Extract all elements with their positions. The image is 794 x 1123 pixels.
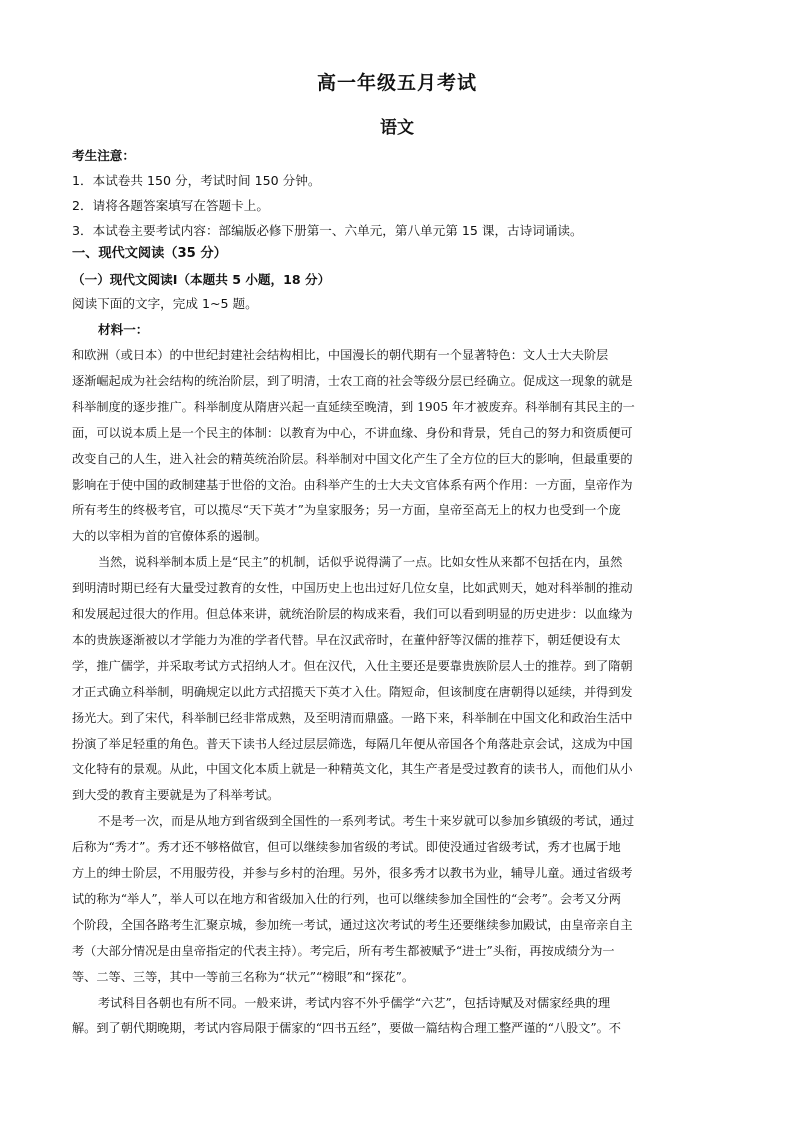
exam-title: 高一年级五月考试 [316,72,477,94]
passage-line: 考（大部分情况是由皇帝指定的代表主持）。考完后，所有考生都被赋予“进士”头衔，再按成绩分为一 [72,943,615,958]
passage-line: 等、二等、三等，其中一等前三名称为“状元”“榜眼”和“探花”。 [72,969,415,984]
passage-line: 和发展起过很大的作用。但总体来讲，就统治阶层的构成来看，我们可以看到明显的历史进步：以血缘为 [72,607,633,621]
passage-line: 和欧洲（或日本）的中世纪封建社会结构相比，中国漫长的朝代期有一个显著特色：文人士大夫阶层 [72,348,609,362]
section-heading: 一、现代文阅读（35 分） [72,246,227,261]
passage-line: 文化特有的景观。从此，中国文化本质上就是一种精英文化，其生产者是受过教育的读书人，而他们从小 [72,762,633,777]
passage-line: 到大受的教育主要就是为了科举考试。 [72,788,280,803]
notice-item: 1．本试卷共 150 分，考试时间 150 分钟。 [72,173,321,188]
passage-line: 不是考一次，而是从地方到省级到全国性的一系列考试。考生十来岁就可以参加乡镇级的考试，通过 [98,814,635,829]
passage-line: 逐渐崛起成为社会结构的统治阶层，到了明清，士农工商的社会等级分层已经确立。促成这一现象的就是 [72,373,633,388]
passage-line: 到明清时期已经有大量受过教育的女性，中国历史上也出过好几位女皇，比如武则天，她对科举制的推动 [72,581,633,596]
notice-item: 2．请将各题答案填写在答题卡上。 [72,198,269,213]
notice-heading: 考生注意： [72,148,135,163]
subject-title: 语文 [380,118,414,138]
passage-line: 影响在于使中国的政制建基于世俗的文治。由科举产生的士大夫文官体系有两个作用：一方面，皇帝作为 [72,477,633,492]
sub-section-heading: （一）现代文阅读Ⅰ（本题共 5 小题，18 分） [72,272,331,287]
passage-line: 学，推广儒学，并采取考试方式招纳人才。但在汉代，入仕主要还是要靠贵族阶层人士的推荐。到了隋朝 [72,658,633,673]
passage-line: 个阶段，全国各路考生汇聚京城，参加统一考试，通过这次考试的考生还要继续参加殿试，由皇帝亲自主 [72,917,633,932]
passage-line: 试的称为“举人”，举人可以在地方和省级加入仕的行列，也可以继续参加全国性的“会考”。会考又分两 [72,891,621,906]
passage-line: 所有考生的终极考官，可以揽尽“天下英才”为皇家服务；另一方面，皇帝至高无上的权力也受到一个庞 [72,503,621,518]
passage-line: 科举制度的逐步推广。科举制度从隋唐兴起一直延续至晚清，到 1905 年才被废弃。科举制有其民主的一 [72,399,635,414]
passage-line: 才正式确立科举制，明确规定以此方式招揽天下英才入仕。隋短命，但该制度在唐朝得以延续，并得到发 [72,684,633,699]
passage-line: 方上的绅士阶层，不用服劳役，并参与乡村的治理。另外，很多秀才以教书为业，辅导儿童。通过省级考 [72,866,633,880]
passage-line: 面，可以说本质上是一个民主的体制：以教育为中心，不讲血缘、身份和背景，凭自己的努力和资质便可 [72,425,633,440]
passage-line: 本的贵族逐渐被以才学能力为准的学者代替。早在汉武帝时，在董仲舒等汉儒的推荐下，朝廷便设有太 [72,632,621,647]
passage-line: 扬光大。到了宋代，科举制已经非常成熟，及至明清而鼎盛。一路下来，科举制在中国文化和政治生活中 [72,710,633,725]
passage-line: 后称为“秀才”。秀才还不够格做官，但可以继续参加省级的考试。即使没通过省级考试，秀才也属于地 [72,840,621,855]
notice-item: 3．本试卷主要考试内容：部编版必修下册第一、六单元，第八单元第 15 课，古诗词诵读。 [72,223,583,238]
passage-line: 解。到了朝代期晚期，考试内容局限于儒家的“四书五经”，要做一篇结构合理工整严谨的“八股文”。不 [72,1021,621,1036]
passage-line: 扮演了举足轻重的角色。普天下读书人经过层层筛选，每隔几年便从帝国各个角落赴京会试，这成为中国 [72,736,633,751]
reading-instruction: 阅读下面的文字，完成 1~5 题。 [72,296,258,311]
passage-line: 改变自己的人生，进入社会的精英统治阶层。科举制对中国文化产生了全方位的巨大的影响，但最重要的 [72,451,633,466]
passage-line: 当然，说科举制本质上是“民主”的机制，话似乎说得满了一点。比如女性从来都不包括在内，虽然 [98,555,623,570]
material-label: 材料一： [98,322,149,337]
passage-line: 考试科目各朝也有所不同。一般来讲，考试内容不外乎儒学“六艺”，包括诗赋及对儒家经典的理 [98,995,611,1010]
passage-line: 大的以宰相为首的官僚体系的遏制。 [72,529,267,544]
